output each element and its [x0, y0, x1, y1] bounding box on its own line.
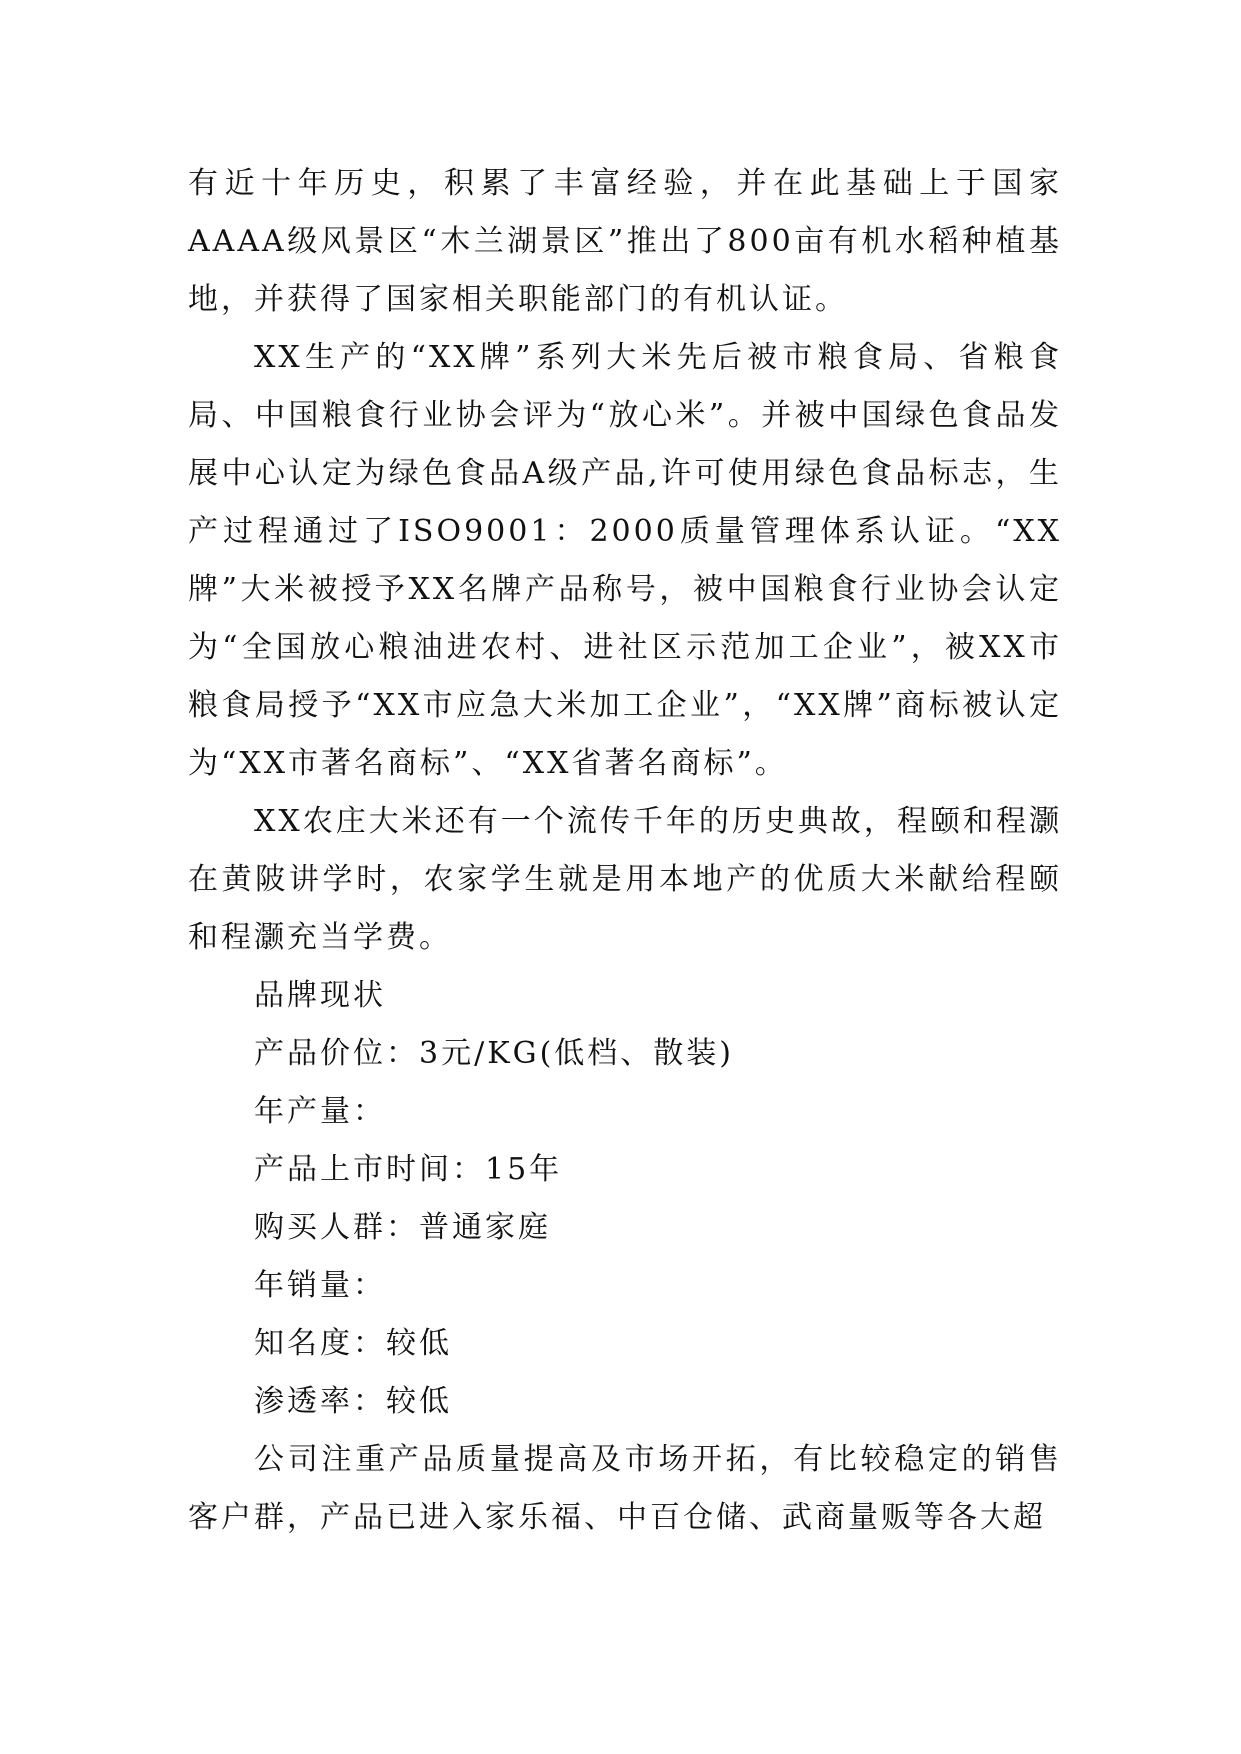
- brand-item-launch-time: 产品上市时间：15年: [254, 1152, 563, 1187]
- brand-item-buyers: 购买人群：普通家庭: [254, 1210, 551, 1245]
- paragraph-history: 有近十年历史，积累了丰富经验，并在此基础上于国家AAAA级风景区“木兰湖景区”推出了800亩有机水稻种植基地，并获得了国家相关职能部门的有机认证。: [188, 166, 1062, 317]
- brand-status-heading: 品牌现状: [254, 978, 386, 1013]
- brand-item-awareness: 知名度：较低: [254, 1326, 452, 1361]
- brand-item-penetration: 渗透率：较低: [254, 1384, 452, 1419]
- document-page: [188, 155, 1062, 1547]
- paragraph-anecdote: XX农庄大米还有一个流传千年的历史典故，程颐和程灏在黄陂讲学时，农家学生就是用本地产的优质大米献给程颐和程灏充当学费。: [188, 804, 1062, 955]
- paragraph-market: 公司注重产品质量提高及市场开拓，有比较稳定的销售客户群，产品已进入家乐福、中百仓储、武商量贩等各大超: [188, 1442, 1062, 1535]
- brand-item-annual-output: 年产量：: [254, 1094, 386, 1129]
- brand-item-annual-sales: 年销量：: [254, 1268, 386, 1303]
- brand-item-price: 产品价位：3元/KG(低档、散装): [254, 1036, 734, 1071]
- paragraph-awards: XX生产的“XX牌”系列大米先后被市粮食局、省粮食局、中国粮食行业协会评为“放心米”。并被中国绿色食品发展中心认定为绿色食品A级产品,许可使用绿色食品标志，生产过程通过了ISO9001：2000质量管理体系认证。“XX牌”大米被授予XX名牌产品称号，被中国粮食行业协会认定为“全国放心粮油进农村、进社区示范加工企业”，被XX市粮食局授予“XX市应急大米加工企业”，“XX牌”商标被认定为“XX市著名商标”、“XX省著名商标”。: [188, 340, 1062, 781]
